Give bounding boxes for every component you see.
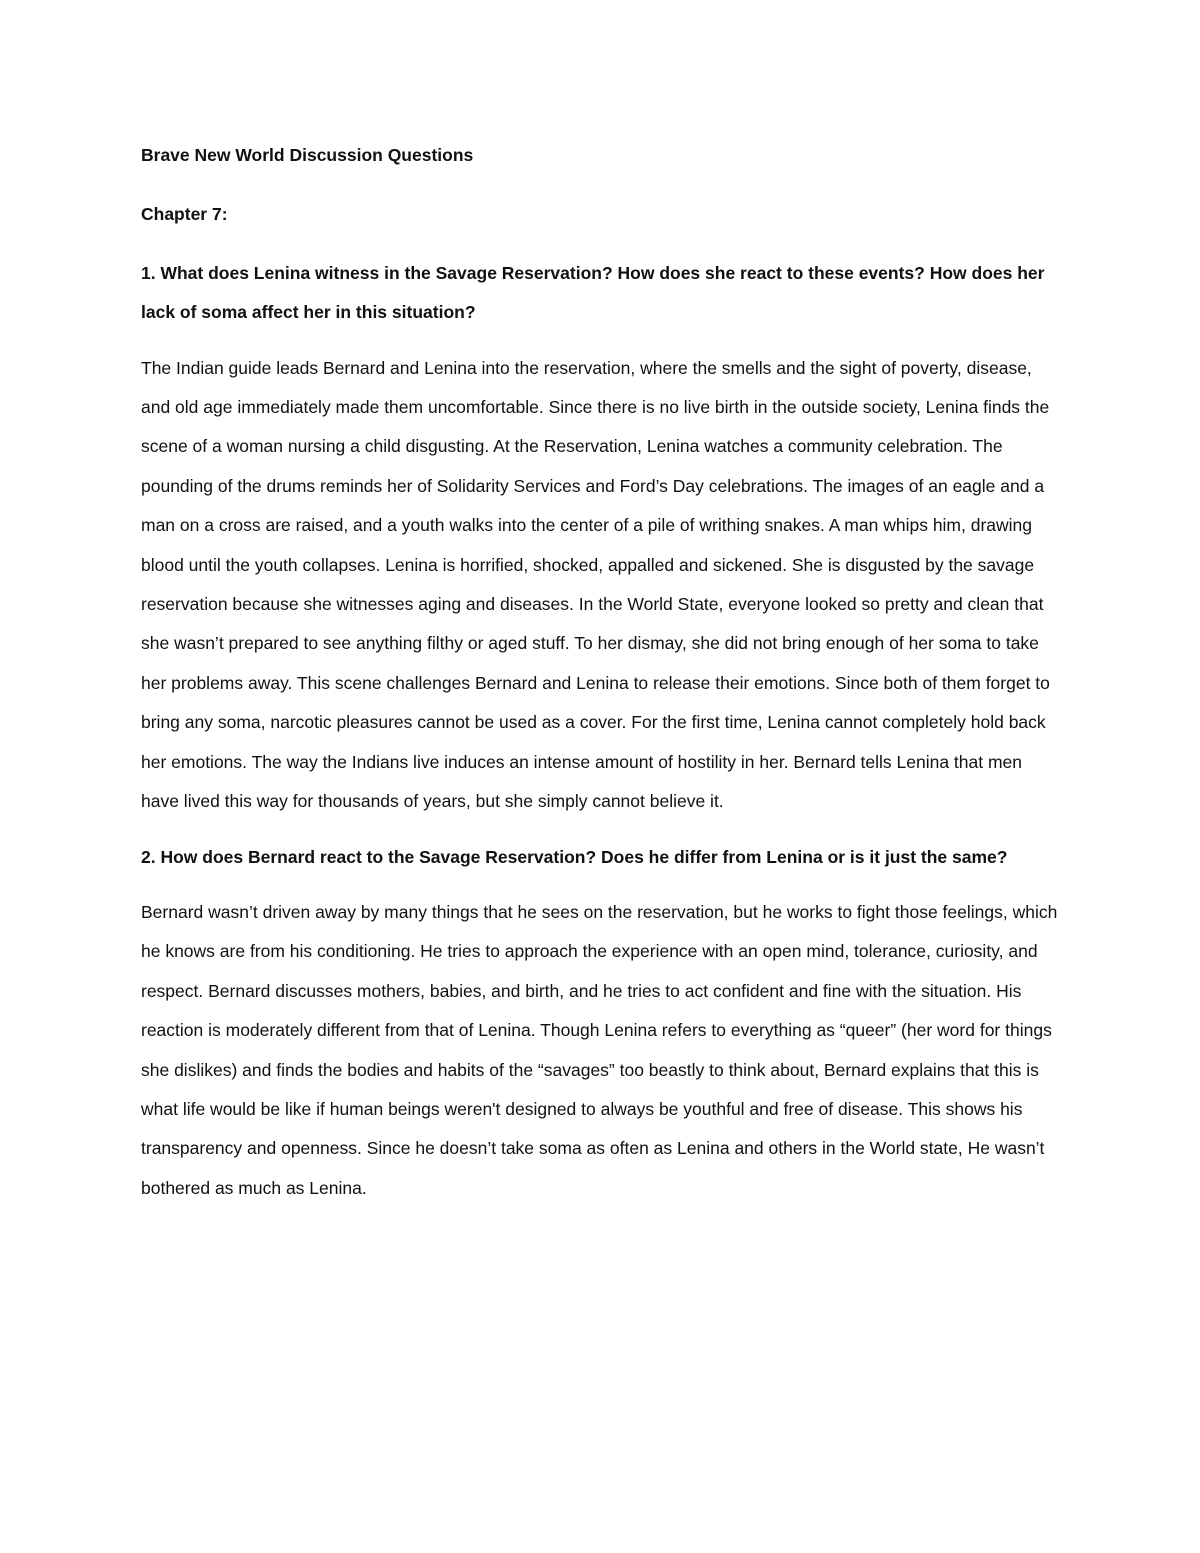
- question-1: 1. What does Lenina witness in the Savage Reservation? How does she react to these events? How does her lack of soma affect her in this situation?: [141, 262, 1045, 323]
- question-2: 2. How does Bernard react to the Savage Reservation? Does he differ from Lenina or is it just the same?: [141, 846, 1008, 867]
- document-title: Brave New World Discussion Questions: [141, 145, 474, 165]
- answer-1: The Indian guide leads Bernard and Lenina into the reservation, where the smells and the sight of poverty, disease, and old age immediately made them uncomfortable. Since there is no live birth in the outside society, Lenina finds the scene of a woman nursing a child disgusting. At the Reservation, Lenina watches a community celebration. The pounding of the drums reminds her of Solidarity Services and Ford’s Day celebrations. The images of an eagle and a man on a cross are raised, and a youth walks into the center of a pile of writhing snakes. A man whips him, drawing blood until the youth collapses. Lenina is horrified, shocked, appalled and sickened. She is disgusted by the savage reservation because she witnesses aging and diseases. In the World State, everyone looked so pretty and clean that she wasn’t prepared to see anything filthy or aged stuff. To her dismay, she did not bring enough of her soma to take her problems away. This scene challenges Bernard and Lenina to release their emotions. Since both of them forget to bring any soma, narcotic pleasures cannot be used as a cover. For the first time, Lenina cannot completely hold back her emotions. The way the Indians live induces an intense amount of hostility in her. Bernard tells Lenina that men have lived this way for thousands of years, but she simply cannot believe it.: [141, 357, 1050, 812]
- answer-2: Bernard wasn’t driven away by many things that he sees on the reservation, but he works to fight those feelings, which he knows are from his conditioning. He tries to approach the experience with an open mind, tolerance, curiosity, and respect. Bernard discusses mothers, babies, and birth, and he tries to act confident and fine with the situation. His reaction is moderately different from that of Lenina. Though Lenina refers to everything as “queer” (her word for things she dislikes) and finds the bodies and habits of the “savages” too beastly to think about, Bernard explains that this is what life would be like if human beings weren't designed to always be youthful and free of disease. This shows his transparency and openness. Since he doesn’t take soma as often as Lenina and others in the World state, He wasn’t bothered as much as Lenina.: [141, 901, 1058, 1198]
- chapter-heading: Chapter 7:: [141, 204, 228, 225]
- document-body: [141, 136, 1061, 1208]
